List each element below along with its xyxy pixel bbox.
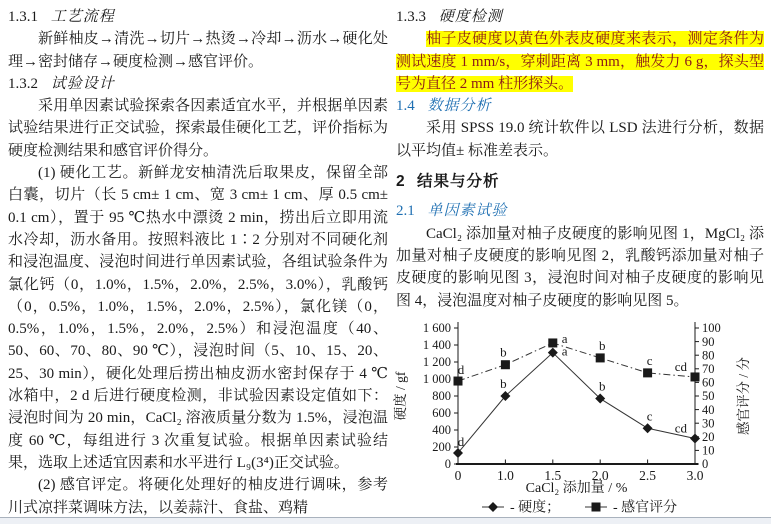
significance-letter: d xyxy=(457,433,465,449)
square-marker xyxy=(454,377,463,386)
highlighted-text: 柚子皮硬度以黄色外表皮硬度来表示，测定条件为测试速度 1 mm/s，穿刺距离 3 mm，触发力 6 g，探头型号为直径 2 mm 柱形探头。 xyxy=(396,31,764,92)
right-axis-tick-label: 20 xyxy=(702,430,715,444)
sensory-score-series xyxy=(454,331,700,386)
left-axis-tick-label: 400 xyxy=(432,423,451,438)
chart-legend xyxy=(482,499,677,516)
x-axis-tick-label: 2.5 xyxy=(639,468,657,483)
section-number: 1.3.3 xyxy=(396,9,426,25)
window-bottom-edge xyxy=(0,517,771,524)
significance-letter: c xyxy=(646,408,653,424)
left-axis-tick-label: 1 000 xyxy=(422,372,451,387)
axes xyxy=(456,322,698,464)
left-column xyxy=(8,6,388,519)
section-title: 硬度检测 xyxy=(438,9,503,25)
left-axis-tick-label: 800 xyxy=(432,389,451,404)
section-heading-14 xyxy=(396,95,764,117)
square-marker xyxy=(691,372,700,381)
section-heading-133 xyxy=(396,6,764,28)
legend-label: - 感官评分 xyxy=(613,500,678,516)
paragraph-figure-references: CaCl₂ 添加量对柚子皮硬度的影响见图 1，MgCl₂ 添加量对柚子皮硬度的影响见图 2，乳酸钙添加量对柚子皮硬度的影响见图 3，浸泡时间对柚子皮硬度的影响见图 4，浸泡温度对柚子皮硬度的影响见图 5。 xyxy=(396,225,764,309)
right-axis-tick-label: 100 xyxy=(702,321,721,336)
significance-letter: b xyxy=(598,378,606,394)
section-heading-21 xyxy=(396,200,764,222)
significance-letter: b xyxy=(500,344,507,360)
paragraph-hardening-process: (1) 硬化工艺。新鲜龙安柚清洗后取果皮，保留全部白囊，切片（长 5 cm± 1 cm、宽 3 cm± 1 cm、厚 0.5 cm± 0.1 cm），置于 95 ℃热水中漂烫 2 min，捞出后立即用流水冷却，沥水备用。按照料液比 1∶2 分别对不同硬化剂和浸泡温度、浸泡时间进行单因素试验，各组试验条件为氯化钙（0，1.0%，1.5%，2.0%，2.5%，3.0%），乳酸钙（0，0.5%，1.0%，1.5%，2.0%，2.5%），氯化镁（0，0.5%，1.0%，1.5%，2.0%，2.5%）和浸泡温度（40、50、60、70、80、90 ℃），浸泡时间（5、10、15、20、25、30 min），硬化处理后捞出柚皮沥水密封保存于 4 ℃冰箱中，2 d 后进行硬度检测，非试验因素设定值如下：浸泡时间为 20 min，CaCl₂ 溶液质量分数为 1.5%，浸泡温度 60 ℃，每组进行 3 次重复试验。根据单因素试验结果，选取上述适宜因素和水平进行 L₉(3⁴)正交试验。 xyxy=(8,165,388,471)
left-axis-tick-label: 0 xyxy=(444,457,451,472)
section-heading-2 xyxy=(396,171,764,193)
square-marker xyxy=(643,368,652,377)
right-axis-title: 感官评分 / 分 xyxy=(736,356,751,436)
left-axis-tick-label: 1 600 xyxy=(422,321,451,336)
significance-letter: b xyxy=(598,337,606,353)
hardness-series xyxy=(453,344,700,458)
right-axis-tick-label: 60 xyxy=(702,375,715,390)
square-marker xyxy=(592,503,601,512)
section-number: 2 xyxy=(396,173,405,191)
right-axis-tick-label: 40 xyxy=(702,402,715,417)
significance-letter: c xyxy=(646,352,653,368)
section-number: 1.3.2 xyxy=(8,75,38,92)
section-number: 2.1 xyxy=(396,203,415,220)
left-axis-title: 硬度 / gf xyxy=(393,371,408,421)
significance-letter: a xyxy=(561,343,568,359)
diamond-marker xyxy=(643,423,653,433)
left-axis-tick-label: 1 400 xyxy=(422,338,451,353)
diamond-marker xyxy=(690,434,700,444)
significance-letter: b xyxy=(500,376,507,391)
right-axis-tick-label: 50 xyxy=(702,389,715,404)
x-axis-tick-label: 3.0 xyxy=(686,468,704,483)
paragraph-process-flow: 新鲜柚皮→清洗→切片→热烫→冷却→沥水→硬化处理→密封储存→硬度检测→感官评价。 xyxy=(8,31,388,70)
square-marker xyxy=(548,338,557,347)
x-axis-title: CaCl₂ 添加量 / % xyxy=(525,481,628,496)
section-heading-132 xyxy=(8,73,388,95)
section-title: 结果与分析 xyxy=(417,173,500,191)
section-title: 工艺流程 xyxy=(50,9,115,25)
figure-1-chart xyxy=(392,316,770,518)
x-axis-tick-label: 1.5 xyxy=(544,468,562,483)
significance-letter: a xyxy=(561,330,568,346)
section-title: 数据分析 xyxy=(427,98,492,115)
paragraph-spss: 采用 SPSS 19.0 统计软件以 LSD 法进行分析，数据以平均值± 标准差表示。 xyxy=(396,120,764,159)
left-axis-tick-label: 200 xyxy=(432,440,451,455)
right-axis-tick-label: 80 xyxy=(702,348,715,363)
line-chart xyxy=(392,316,770,518)
square-marker xyxy=(501,360,510,369)
left-axis-tick-label: 1 200 xyxy=(422,355,451,370)
right-axis-tick-label: 0 xyxy=(702,457,709,472)
paragraph-sensory-evaluation: (2) 感官评定。将硬化处理好的柚皮进行调味，参考川式凉拌菜调味方法，以姜蒜汁、食盐、鸡精 xyxy=(8,477,388,516)
diamond-marker xyxy=(488,502,498,512)
right-axis-tick-label: 70 xyxy=(702,362,715,376)
x-axis-tick-label: 1.0 xyxy=(496,468,514,483)
right-axis-tick-label: 30 xyxy=(702,416,715,431)
square-marker xyxy=(596,353,605,362)
significance-letter: d xyxy=(457,362,465,378)
section-title: 试验设计 xyxy=(50,75,115,92)
significance-letter: cd xyxy=(674,358,687,374)
x-axis-tick-label: 0 xyxy=(454,468,462,483)
section-number: 1.3.1 xyxy=(8,9,38,25)
x-axis-tick-label: 2.0 xyxy=(591,468,609,483)
left-axis-tick-label: 600 xyxy=(432,406,451,421)
right-axis-tick-label: 90 xyxy=(702,334,715,349)
right-column xyxy=(396,6,764,312)
paragraph-hardness-method xyxy=(396,28,764,95)
paragraph-design: 采用单因素试验探索各因素适宜水平，并根据单因素试验结果进行正交试验，探索最佳硬化工艺，评价指标为硬度检测结果和感官评价得分。 xyxy=(8,98,388,159)
section-number: 1.4 xyxy=(396,98,415,115)
section-heading-131 xyxy=(8,6,388,28)
significance-letter: cd xyxy=(674,420,687,436)
right-axis-tick-label: 10 xyxy=(702,443,715,458)
section-title: 单因素试验 xyxy=(427,203,508,220)
legend-label: - 硬度； xyxy=(510,500,561,516)
